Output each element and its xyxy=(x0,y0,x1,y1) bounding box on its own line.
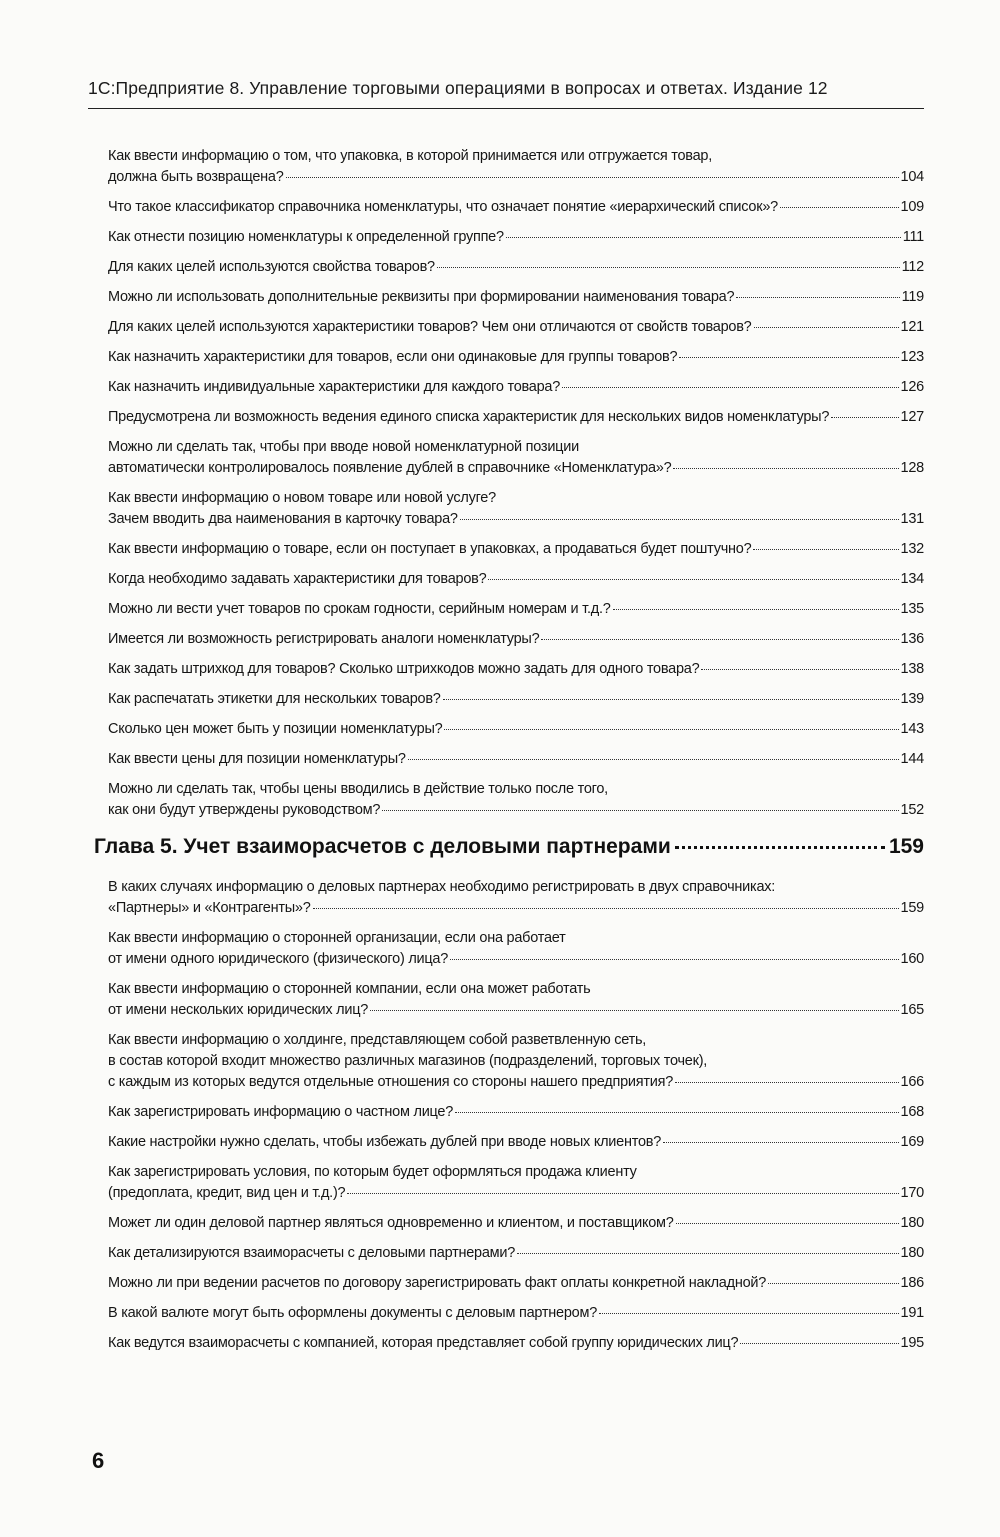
toc-entry-last-line xyxy=(108,458,924,479)
toc-entry-text: Что такое классификатор справочника номенклатуры, что означает понятие «иерархический список»? xyxy=(108,199,778,215)
dot-leader xyxy=(675,1082,899,1083)
toc-entry-page: 136 xyxy=(900,631,924,647)
toc-entry[interactable] xyxy=(108,979,924,1021)
dot-leader xyxy=(754,327,899,328)
toc-entry-text: Как ввести цены для позиции номенклатуры? xyxy=(108,751,406,767)
toc-entry-text: Можно ли сделать так, чтобы при вводе новой номенклатурной позиции xyxy=(108,439,579,455)
toc-entry-last-line xyxy=(108,1000,924,1021)
toc-entry-last-line xyxy=(108,719,924,740)
toc-entries-chapter-5 xyxy=(108,877,924,1354)
toc-entry-last-line xyxy=(108,167,924,188)
toc-entry-page: 104 xyxy=(900,169,924,185)
toc-entry[interactable] xyxy=(108,437,924,479)
toc-entry-last-line xyxy=(108,1213,924,1234)
toc-entry[interactable] xyxy=(108,779,924,821)
toc-entry-text: Как зарегистрировать условия, по которым будет оформляться продажа клиенту xyxy=(108,1164,637,1180)
toc-entry-text: Сколько цен может быть у позиции номенклатуры? xyxy=(108,721,443,737)
toc-entry-text: Как задать штрихкод для товаров? Сколько штрихкодов можно задать для одного товара? xyxy=(108,661,700,677)
toc-entry-last-line xyxy=(108,377,924,398)
toc-entry-last-line xyxy=(108,749,924,770)
dot-leader xyxy=(506,237,901,238)
table-of-contents xyxy=(94,146,924,1363)
toc-entry-page: 119 xyxy=(901,289,924,305)
toc-entry-text: должна быть возвращена? xyxy=(108,169,284,185)
toc-entry-text: Зачем вводить два наименования в карточку товара? xyxy=(108,511,458,527)
dot-leader xyxy=(673,468,898,469)
toc-entry[interactable] xyxy=(108,488,924,530)
toc-entry-text: Можно ли вести учет товаров по срокам годности, серийным номерам и т.д.? xyxy=(108,601,611,617)
toc-entry[interactable] xyxy=(108,407,924,428)
toc-entry[interactable] xyxy=(108,569,924,590)
toc-entry-page: 139 xyxy=(900,691,924,707)
toc-entry-text: Как ввести информацию о сторонней организации, если она работает xyxy=(108,930,566,946)
toc-entry-text: Как ввести информацию о том, что упаковка, в которой принимается или отгружается товар, xyxy=(108,148,712,164)
toc-entry[interactable] xyxy=(108,719,924,740)
toc-entry-text: от имени одного юридического (физического) лица? xyxy=(108,951,449,967)
toc-entry-page: 138 xyxy=(900,661,924,677)
toc-entry-text: «Партнеры» и «Контрагенты»? xyxy=(108,900,311,916)
toc-entry-page: 134 xyxy=(900,571,924,587)
toc-entry-page: 180 xyxy=(900,1215,924,1231)
dot-leader xyxy=(675,846,885,849)
toc-entry[interactable] xyxy=(108,1243,924,1264)
toc-entry-text: Для каких целей используются свойства товаров? xyxy=(108,259,435,275)
toc-entry-text: В каких случаях информацию о деловых партнерах необходимо регистрировать в двух справочниках: xyxy=(108,879,776,895)
toc-entry-last-line xyxy=(108,347,924,368)
toc-entry-page: 160 xyxy=(900,951,924,967)
toc-entry-page: 180 xyxy=(900,1245,924,1261)
toc-entry-page: 128 xyxy=(900,460,924,476)
chapter-heading[interactable] xyxy=(94,835,924,859)
toc-entry-text: Можно ли использовать дополнительные реквизиты при формировании наименования товара? xyxy=(108,289,735,305)
dot-leader xyxy=(701,669,898,670)
dot-leader xyxy=(444,729,898,730)
toc-entry-page: 169 xyxy=(900,1134,924,1150)
toc-entry-page: 135 xyxy=(900,601,924,617)
toc-entry-page: 123 xyxy=(900,349,924,365)
toc-entry[interactable] xyxy=(108,877,924,919)
toc-entry-text: Как ввести информацию о холдинге, представляющем собой разветвленную сеть, xyxy=(108,1032,647,1048)
toc-entry[interactable] xyxy=(108,539,924,560)
toc-entry-text: Для каких целей используются характеристики товаров? Чем они отличаются от свойств товаров? xyxy=(108,319,752,335)
dot-leader xyxy=(347,1193,898,1194)
dot-leader xyxy=(613,609,899,610)
toc-entry-text: Может ли один деловой партнер являться одновременно и клиентом, и поставщиком? xyxy=(108,1215,674,1231)
dot-leader xyxy=(541,639,898,640)
toc-entries-chapter-4 xyxy=(108,146,924,821)
toc-entry-text: (предоплата, кредит, вид цен и т.д.)? xyxy=(108,1185,346,1201)
toc-entry-last-line xyxy=(108,599,924,620)
toc-entry-page: 131 xyxy=(900,511,924,527)
toc-entry-page: 195 xyxy=(900,1335,924,1351)
toc-entry-text: Как зарегистрировать информацию о частном лице? xyxy=(108,1104,454,1120)
toc-entry-last-line xyxy=(108,539,924,560)
toc-entry[interactable] xyxy=(108,928,924,970)
toc-entry-page: 170 xyxy=(900,1185,924,1201)
toc-entry-text: Как ведутся взаиморасчеты с компанией, которая представляет собой группу юридических лиц? xyxy=(108,1335,739,1351)
dot-leader xyxy=(488,579,898,580)
toc-entry-last-line xyxy=(108,407,924,428)
toc-entry-page: 127 xyxy=(900,409,924,425)
toc-entry-text: Предусмотрена ли возможность ведения единого списка характеристик для нескольких видов номенклатуры? xyxy=(108,409,830,425)
toc-entry-last-line xyxy=(108,1183,924,1204)
toc-entry[interactable] xyxy=(108,629,924,650)
toc-entry-last-line xyxy=(108,1243,924,1264)
dot-leader xyxy=(382,810,898,811)
toc-entry-text: Имеется ли возможность регистрировать аналоги номенклатуры? xyxy=(108,631,540,647)
dot-leader xyxy=(313,908,899,909)
toc-entry-last-line xyxy=(108,898,924,919)
toc-entry-text: Как отнести позицию номенклатуры к определенной группе? xyxy=(108,229,504,245)
dot-leader xyxy=(780,207,899,208)
toc-entry-last-line xyxy=(108,1273,924,1294)
toc-entry-text: Как назначить индивидуальные характеристики для каждого товара? xyxy=(108,379,561,395)
toc-entry-last-line xyxy=(108,1333,924,1354)
toc-entry-text: Как детализируются взаиморасчеты с деловыми партнерами? xyxy=(108,1245,516,1261)
toc-entry[interactable] xyxy=(108,146,924,188)
toc-entry[interactable] xyxy=(108,659,924,680)
page-number: 6 xyxy=(92,1448,105,1473)
toc-entry[interactable] xyxy=(108,227,924,248)
toc-entry-text: Какие настройки нужно сделать, чтобы избежать дублей при вводе новых клиентов? xyxy=(108,1134,662,1150)
toc-entry[interactable] xyxy=(108,749,924,770)
toc-entry-last-line xyxy=(108,257,924,278)
toc-entry-page: 143 xyxy=(900,721,924,737)
toc-entry-last-line xyxy=(108,800,924,821)
toc-entry-last-line xyxy=(108,317,924,338)
dot-leader xyxy=(408,759,899,760)
toc-entry[interactable] xyxy=(108,197,924,218)
toc-entry-text: Как распечатать этикетки для нескольких товаров? xyxy=(108,691,441,707)
chapter-title: Глава 5. Учет взаиморасчетов с деловыми партнерами xyxy=(94,835,671,858)
toc-entry[interactable] xyxy=(108,1162,924,1204)
toc-entry-last-line xyxy=(108,949,924,970)
toc-entry[interactable] xyxy=(108,257,924,278)
toc-entry-text: Когда необходимо задавать характеристики для товаров? xyxy=(108,571,487,587)
toc-entry-page: 111 xyxy=(902,229,924,245)
toc-entry-page: 159 xyxy=(900,900,924,916)
toc-entry-last-line xyxy=(108,1072,924,1093)
dot-leader xyxy=(768,1283,898,1284)
toc-entry-last-line xyxy=(108,689,924,710)
dot-leader xyxy=(679,357,898,358)
dot-leader xyxy=(443,699,899,700)
toc-entry-page: 126 xyxy=(900,379,924,395)
dot-leader xyxy=(437,267,900,268)
toc-entry-text: Как ввести информацию о товаре, если он поступает в упаковках, а продаваться будет поштучно? xyxy=(108,541,752,557)
running-header: 1С:Предприятие 8. Управление торговыми операциями в вопросах и ответах. Издание 12 xyxy=(88,78,828,98)
dot-leader xyxy=(599,1313,899,1314)
toc-entry-last-line xyxy=(108,197,924,218)
dot-leader xyxy=(286,177,899,178)
toc-entry-text: Как назначить характеристики для товаров, если они одинаковые для группы товаров? xyxy=(108,349,678,365)
dot-leader xyxy=(736,297,899,298)
dot-leader xyxy=(740,1343,898,1344)
toc-entry-text: Как ввести информацию о сторонней компании, если она может работать xyxy=(108,981,591,997)
toc-entry[interactable] xyxy=(108,1213,924,1234)
toc-entry-page: 166 xyxy=(900,1074,924,1090)
toc-entry-last-line xyxy=(108,1102,924,1123)
dot-leader xyxy=(517,1253,899,1254)
toc-entry[interactable] xyxy=(108,347,924,368)
toc-entry-text: Можно ли при ведении расчетов по договору зарегистрировать факт оплаты конкретной накладной? xyxy=(108,1275,767,1291)
toc-entry-last-line xyxy=(108,509,924,530)
toc-entry-page: 109 xyxy=(900,199,924,215)
dot-leader xyxy=(450,959,898,960)
toc-entry[interactable] xyxy=(108,1333,924,1354)
toc-entry[interactable] xyxy=(108,1030,924,1093)
toc-entry-page: 168 xyxy=(900,1104,924,1120)
toc-entry-text: от имени нескольких юридических лиц? xyxy=(108,1002,369,1018)
toc-entry-page: 112 xyxy=(901,259,924,275)
toc-entry-text: в состав которой входит множество различных магазинов (подразделений, торговых точек), xyxy=(108,1053,708,1069)
toc-entry[interactable] xyxy=(108,1132,924,1153)
toc-entry-page: 132 xyxy=(900,541,924,557)
dot-leader xyxy=(460,519,899,520)
toc-entry-last-line xyxy=(108,659,924,680)
toc-entry-page: 191 xyxy=(900,1305,924,1321)
toc-entry[interactable] xyxy=(108,287,924,308)
toc-entry[interactable] xyxy=(108,1303,924,1324)
toc-entry[interactable] xyxy=(108,599,924,620)
toc-entry-text: Можно ли сделать так, чтобы цены вводились в действие только после того, xyxy=(108,781,608,797)
toc-entry-last-line xyxy=(108,569,924,590)
dot-leader xyxy=(676,1223,899,1224)
toc-entry[interactable] xyxy=(108,1102,924,1123)
toc-entry[interactable] xyxy=(108,377,924,398)
dot-leader xyxy=(562,387,898,388)
toc-entry-last-line xyxy=(108,227,924,248)
toc-entry[interactable] xyxy=(108,1273,924,1294)
toc-entry[interactable] xyxy=(108,317,924,338)
toc-entry-page: 152 xyxy=(900,802,924,818)
toc-entry-last-line xyxy=(108,629,924,650)
toc-entry-text: В какой валюте могут быть оформлены документы с деловым партнером? xyxy=(108,1305,598,1321)
dot-leader xyxy=(663,1142,899,1143)
toc-entry-text: Как ввести информацию о новом товаре или новой услуге? xyxy=(108,490,496,506)
toc-entry-page: 121 xyxy=(900,319,924,335)
dot-leader xyxy=(455,1112,898,1113)
dot-leader xyxy=(753,549,898,550)
toc-entry-page: 165 xyxy=(900,1002,924,1018)
header-divider xyxy=(88,108,924,109)
chapter-page: 159 xyxy=(888,835,924,858)
toc-entry-page: 144 xyxy=(900,751,924,767)
toc-entry-last-line xyxy=(108,1303,924,1324)
dot-leader xyxy=(831,417,898,418)
toc-entry-text: как они будут утверждены руководством? xyxy=(108,802,381,818)
toc-entry-text: с каждым из которых ведутся отдельные отношения со стороны нашего предприятия? xyxy=(108,1074,674,1090)
toc-entry[interactable] xyxy=(108,689,924,710)
toc-entry-last-line xyxy=(108,1132,924,1153)
toc-entry-page: 186 xyxy=(900,1275,924,1291)
dot-leader xyxy=(370,1010,898,1011)
toc-entry-last-line xyxy=(108,287,924,308)
toc-entry-text: автоматически контролировалось появление дублей в справочнике «Номенклатура»? xyxy=(108,460,672,476)
